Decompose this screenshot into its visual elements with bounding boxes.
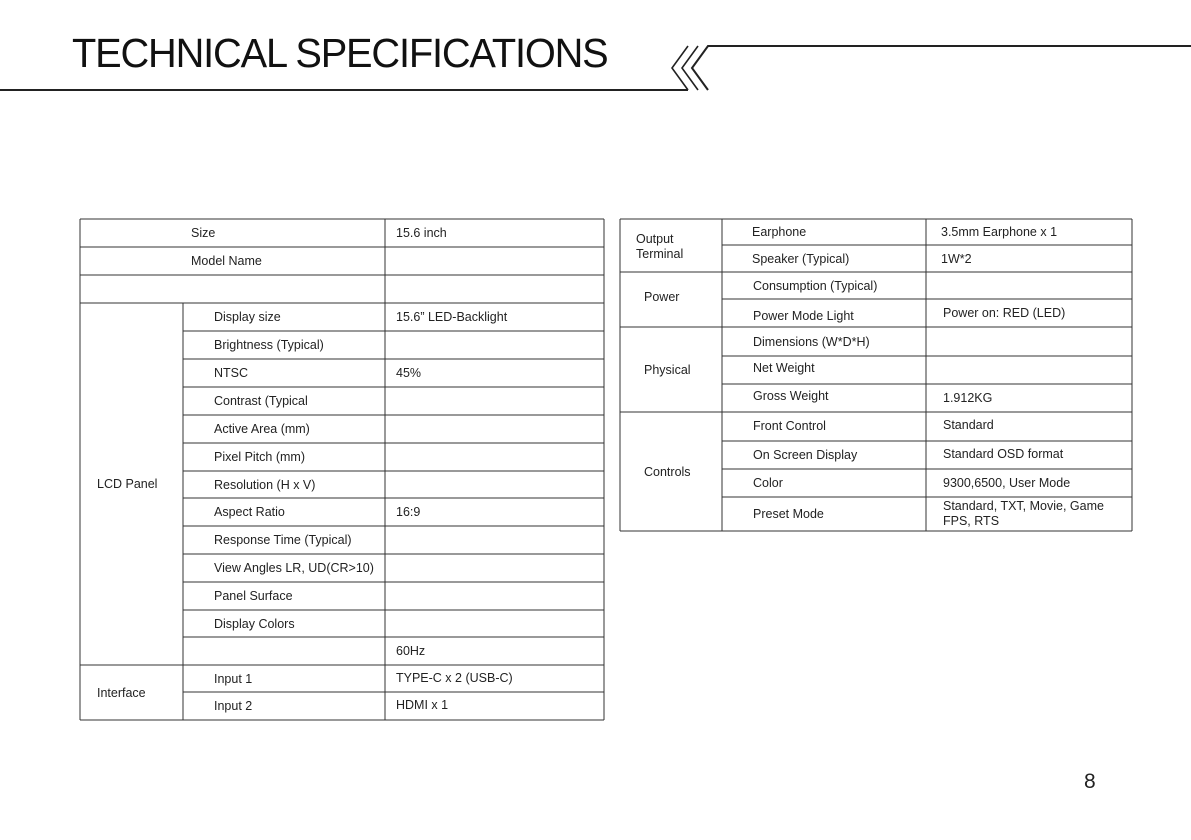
spec-value-dimensions [943, 327, 1132, 356]
spec-label-earphone: Earphone [752, 225, 807, 239]
spec-label-size: Size [191, 226, 216, 240]
group-label-lcd-panel: LCD Panel [97, 477, 158, 491]
spec-label-response-time: Response Time (Typical) [214, 533, 352, 547]
spec-label-dimensions: Dimensions (W*D*H) [753, 334, 870, 349]
page-title: TECHNICAL SPECIFICATIONS [72, 30, 608, 76]
spec-value-power-mode-light: Power on: RED (LED) [943, 306, 1066, 320]
spec-label-resolution: Resolution (H x V) [214, 477, 316, 492]
spec-value-color: 9300,6500, User Mode [943, 476, 1071, 490]
spec-value-display-colors [396, 610, 604, 637]
spec-label-panel-surface: Panel Surface [214, 589, 293, 603]
spec-label-ntsc: NTSC [214, 366, 249, 380]
spec-value-contrast [396, 387, 604, 415]
page-number: 8 [1084, 770, 1096, 793]
spec-value-response-time [396, 526, 604, 554]
spec-label-gross-weight: Gross Weight [753, 389, 829, 403]
spec-value-front-control: Standard [943, 418, 994, 432]
spec-label-color: Color [753, 476, 783, 490]
spec-value-panel-surface [396, 582, 604, 610]
spec-value-model-name [396, 247, 604, 275]
spec-value-size: 15.6 inch [396, 226, 447, 240]
group-label-output-terminal: Output Terminal [636, 231, 684, 261]
spec-label-preset-mode: Preset Mode [753, 507, 824, 521]
group-label-power: Power [644, 290, 680, 304]
spec-label-display-colors: Display Colors [214, 616, 295, 631]
spec-value-gross-weight: 1.912KG [943, 391, 993, 405]
spec-label-input-2: Input 2 [214, 699, 253, 713]
spec-value-refresh-rate: 60Hz [396, 644, 426, 658]
spec-label-aspect-ratio: Aspect Ratio [214, 505, 285, 519]
spec-value-net-weight [943, 356, 1132, 384]
spec-value-preset-mode: Standard, TXT, Movie, Game FPS, RTS [943, 499, 1104, 528]
spec-value-active-area [396, 415, 604, 443]
spec-label-net-weight: Net Weight [753, 361, 815, 375]
group-label-physical: Physical [644, 362, 691, 377]
spec-label-brightness: Brightness (Typical) [214, 338, 324, 352]
spec-value-speaker: 1W*2 [941, 251, 972, 266]
spec-label-view-angles: View Angles LR, UD(CR>10) [214, 561, 374, 575]
spec-label-active-area: Active Area (mm) [214, 422, 310, 436]
header-rule-decoration [0, 0, 1191, 110]
spec-value-on-screen-display: Standard OSD format [943, 447, 1064, 461]
spec-value-ntsc: 45% [396, 366, 422, 380]
spec-label-contrast: Contrast (Typical [214, 394, 308, 408]
spec-value-view-angles [396, 554, 604, 582]
spec-value-aspect-ratio: 16:9 [396, 505, 421, 519]
spec-value-pixel-pitch [396, 443, 604, 471]
spec-value-brightness [396, 331, 604, 359]
spec-value-resolution [396, 471, 604, 498]
spec-label-model-name: Model Name [191, 254, 262, 268]
spec-value-input-1: TYPE-C x 2 (USB-C) [396, 670, 513, 685]
spec-value-earphone: 3.5mm Earphone x 1 [941, 225, 1058, 239]
spec-value-input-2: HDMI x 1 [396, 697, 449, 712]
spec-label-pixel-pitch: Pixel Pitch (mm) [214, 450, 305, 464]
spec-label-front-control: Front Control [753, 419, 826, 433]
spec-label-on-screen-display: On Screen Display [753, 448, 858, 462]
spec-label-consumption: Consumption (Typical) [753, 278, 878, 293]
spec-label-speaker: Speaker (Typical) [752, 251, 850, 266]
spec-label-display-size: Display size [214, 310, 281, 324]
spec-value-display-size: 15.6” LED-Backlight [396, 310, 508, 324]
spec-value-consumption [941, 272, 1132, 299]
group-label-interface: Interface [97, 685, 146, 700]
spec-label-input-1: Input 1 [214, 671, 253, 686]
group-label-controls: Controls [644, 464, 691, 479]
spec-label-power-mode-light: Power Mode Light [753, 308, 854, 323]
spec-label-refresh-rate [214, 637, 385, 665]
